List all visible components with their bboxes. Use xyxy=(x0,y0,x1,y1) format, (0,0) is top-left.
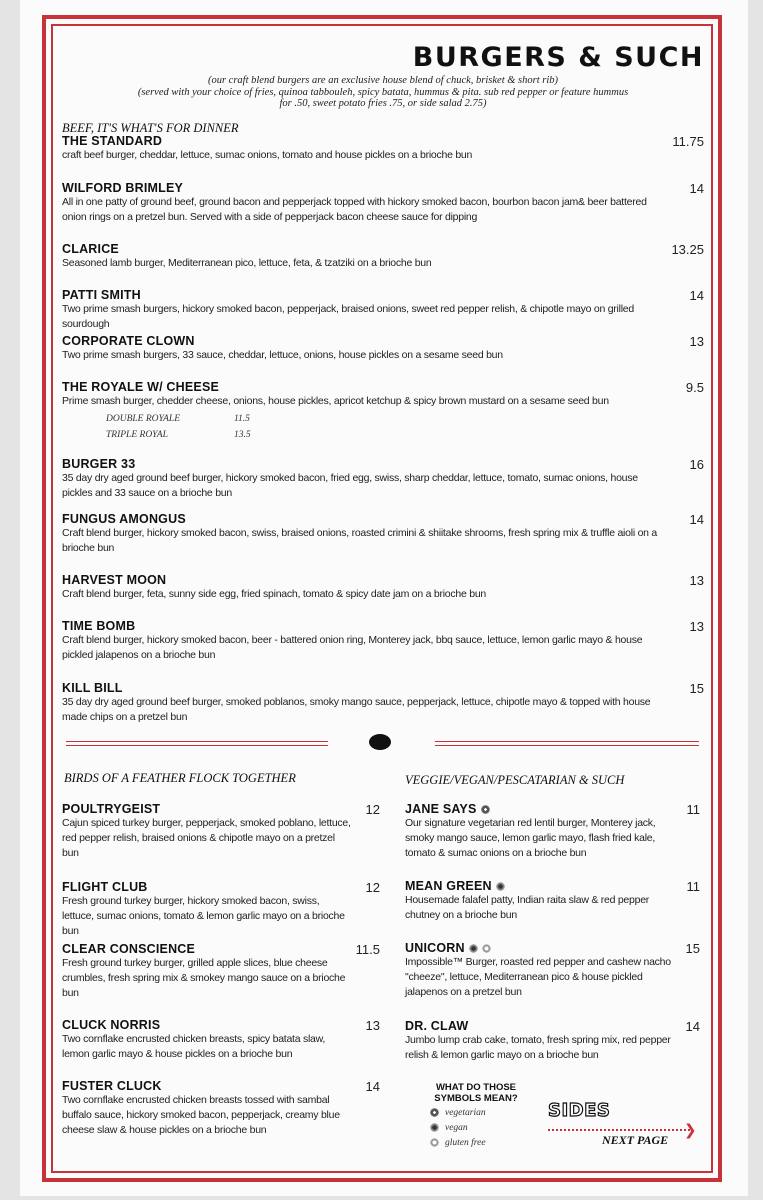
item-name: FUSTER CLUCK xyxy=(62,1079,162,1093)
item-name: WILFORD BRIMLEY xyxy=(62,181,184,195)
item-price: 14 xyxy=(365,1079,380,1094)
item-description: Impossible™ Burger, roasted red pepper and cashew nacho "cheeze", lettuce, Mediterranean pico & house pickled jalapenos on a pretzel bun xyxy=(405,956,671,998)
menu-item xyxy=(62,802,380,861)
item-price: 13 xyxy=(689,619,704,634)
item-price: 12 xyxy=(365,880,380,895)
menu-item xyxy=(62,288,704,332)
page-title: BURGERS & SUCH xyxy=(412,42,704,73)
item-name xyxy=(405,802,700,816)
item-name: THE ROYALE W/ CHEESE xyxy=(62,380,220,394)
variant-price: 11.5 xyxy=(234,414,250,424)
item-price: 15 xyxy=(689,681,704,696)
menu-item xyxy=(62,1018,380,1062)
legend-vegetarian xyxy=(430,1108,486,1118)
item-name: CLUCK NORRIS xyxy=(62,1018,161,1032)
menu-item xyxy=(62,880,380,939)
sides-heading: SIDES xyxy=(548,1100,611,1121)
item-description: Craft blend burger, feta, sunny side egg, fried spinach, tomato & spicy date jam on a brioche bun xyxy=(62,588,487,600)
legend-title-line-2: SYMBOLS MEAN? xyxy=(434,1093,518,1104)
item-name-text: UNICORN xyxy=(405,941,465,955)
menu-item xyxy=(405,879,700,923)
item-price: 14 xyxy=(689,181,704,196)
vegan-icon xyxy=(496,882,505,891)
vegetarian-icon xyxy=(481,805,490,814)
item-price: 15 xyxy=(685,941,700,956)
item-description: Housemade falafel patty, Indian raita slaw & red pepper chutney on a brioche bun xyxy=(405,894,650,921)
item-price: 12 xyxy=(365,802,380,817)
vegetarian-icon xyxy=(430,1108,439,1117)
item-name: FLIGHT CLUB xyxy=(62,880,148,894)
legend-label: vegetarian xyxy=(445,1108,486,1118)
item-description: craft beef burger, cheddar, lettuce, sumac onions, tomato and house pickles on a brioche bun xyxy=(62,149,473,161)
dotted-arrow-line xyxy=(548,1129,690,1131)
variant-name: TRIPLE ROYAL xyxy=(106,430,168,440)
item-description: Craft blend burger, hickory smoked bacon, beer - battered onion ring, Monterey jack, bbq sauce, lettuce, lemon garlic mayo & house pickled jalapenos on a brioche bun xyxy=(62,634,643,661)
item-name-text: JANE SAYS xyxy=(405,802,477,816)
item-price: 14 xyxy=(685,1019,700,1034)
chevron-right-icon[interactable]: ❯ xyxy=(684,1121,697,1139)
menu-item xyxy=(62,181,704,225)
item-name xyxy=(405,879,700,893)
divider-dot xyxy=(369,734,391,750)
menu-item xyxy=(62,619,704,663)
menu-item xyxy=(62,380,704,409)
item-price: 11.5 xyxy=(355,942,380,957)
menu-item xyxy=(405,941,700,1000)
legend-title-line-1: WHAT DO THOSE xyxy=(435,1082,517,1093)
subtitle-sides: (served with your choice of fries, quinoa tabbouleh, spicy batata, hummus & pita. sub red pepper or feature hummus xyxy=(137,87,629,98)
item-description: Our signature vegetarian red lentil burger, Monterey jack, smoky mango sauce, lemon garlic mayo, flash fried kale, tomato & sumac onions on a brioche bun xyxy=(405,817,656,859)
gluten-free-icon xyxy=(482,944,491,953)
item-name: CLARICE xyxy=(62,242,119,256)
subtitle-blend: (our craft blend burgers are an exclusive house blend of chuck, brisket & short rib) xyxy=(207,75,559,86)
legend-label: vegan xyxy=(445,1123,468,1133)
item-name: BURGER 33 xyxy=(62,457,136,471)
item-name: CORPORATE CLOWN xyxy=(62,334,195,348)
legend-title xyxy=(428,1082,524,1104)
menu-item xyxy=(62,942,380,1001)
item-description: Cajun spiced turkey burger, pepperjack, smoked poblano, lettuce, red pepper relish, braised onions & chipotle mayo on a pretzel bun xyxy=(62,817,351,859)
item-name: CLEAR CONSCIENCE xyxy=(62,942,196,956)
item-description: Jumbo lump crab cake, tomato, fresh spring mix, red pepper relish & lemon garlic mayo on a brioche bun xyxy=(405,1034,671,1061)
item-description: Craft blend burger, hickory smoked bacon, swiss, braised onions, roasted crimini & shiitake shrooms, fresh spring mix & truffle aioli on a brioche bun xyxy=(62,527,658,554)
menu-content xyxy=(62,30,704,1170)
next-page-link[interactable]: NEXT PAGE xyxy=(602,1133,669,1147)
item-name-text: MEAN GREEN xyxy=(405,879,492,893)
section-heading-veggie: VEGGIE/VEGAN/PESCATARIAN & SUCH xyxy=(405,773,625,787)
menu-item xyxy=(62,134,704,163)
item-price: 14 xyxy=(689,288,704,303)
item-description: Prime smash burger, chedder cheese, onions, house pickles, apricot ketchup & spicy brown mustard on a sesame seed bun xyxy=(62,395,609,407)
menu-item xyxy=(405,1019,700,1063)
item-name: TIME BOMB xyxy=(62,619,136,633)
menu-item xyxy=(62,1079,380,1138)
item-description: Fresh ground turkey burger, grilled apple slices, blue cheese crumbles, fresh spring mix & smokey mango sauce on a brioche bun xyxy=(62,957,346,999)
menu-item xyxy=(62,573,704,602)
item-name: HARVEST MOON xyxy=(62,573,167,587)
gluten-free-icon xyxy=(430,1138,439,1147)
legend-label: gluten free xyxy=(445,1138,486,1148)
menu-item xyxy=(62,457,704,501)
menu-item xyxy=(62,242,704,271)
item-description: Two cornflake encrusted chicken breasts tossed with sambal buffalo sauce, hickory smoked bacon, pepperjack, creamy blue cheese slaw & house pickles on a brioche bun xyxy=(62,1094,340,1136)
section-heading-beef: BEEF, IT'S WHAT'S FOR DINNER xyxy=(62,121,239,135)
menu-item xyxy=(405,802,700,861)
item-description: Two prime smash burgers, 33 sauce, cheddar, lettuce, onions, house pickles on a sesame seed bun xyxy=(62,349,503,361)
subtitle-sides-cont: for .50, sweet potato fries .75, or side salad 2.75) xyxy=(279,98,487,109)
variant-name: DOUBLE ROYALE xyxy=(106,414,181,424)
variant-price: 13.5 xyxy=(234,430,251,440)
vegan-icon xyxy=(469,944,478,953)
item-price: 11 xyxy=(686,879,700,894)
item-description: Fresh ground turkey burger, hickory smoked bacon, swiss, lettuce, sumac onions, tomato & lemon garlic mayo on a brioche bun xyxy=(62,895,345,937)
menu-item xyxy=(62,681,704,725)
item-price: 16 xyxy=(689,457,704,472)
legend-gluten-free xyxy=(430,1138,486,1148)
item-name: KILL BILL xyxy=(62,681,123,695)
menu-item xyxy=(62,334,704,363)
item-description: 35 day dry aged ground beef burger, hickory smoked bacon, fried egg, swiss, sharp cheddar, lettuce, tomato, sumac onions, house pickles and 33 sauce on a brioche bun xyxy=(62,472,638,499)
item-price: 13 xyxy=(365,1018,380,1033)
item-description: Two cornflake encrusted chicken breasts, spicy batata slaw, lemon garlic mayo & house pickles on a brioche bun xyxy=(62,1033,326,1060)
item-name: POULTRYGEIST xyxy=(62,802,161,816)
item-description: Two prime smash burgers, hickory smoked bacon, pepperjack, braised onions, sweet red pepper relish, & chipotle mayo on grilled sourdough xyxy=(62,303,634,330)
vegan-icon xyxy=(430,1123,439,1132)
item-price: 14 xyxy=(689,512,704,527)
legend-vegan xyxy=(430,1123,468,1133)
item-price: 9.5 xyxy=(685,380,704,395)
menu-item xyxy=(62,512,704,556)
item-description: All in one patty of ground beef, ground bacon and pepperjack topped with hickory smoked bacon, bourbon bacon jam& beer battered onion rings on a pretzel bun. Served with a side of pepperjack bacon cheese sauce for dipping xyxy=(62,196,647,223)
section-divider-left xyxy=(66,741,328,746)
item-name: FUNGUS AMONGUS xyxy=(62,512,186,526)
item-price: 13 xyxy=(689,573,704,588)
section-heading-poultry: BIRDS OF A FEATHER FLOCK TOGETHER xyxy=(64,771,296,785)
item-name: DR. CLAW xyxy=(405,1019,469,1033)
item-description: 35 day dry aged ground beef burger, smoked poblanos, smoky mango sauce, pepperjack, lettuce, chipotle mayo & topped with house made chips on a pretzel bun xyxy=(62,696,651,723)
item-price: 13 xyxy=(689,334,704,349)
item-name xyxy=(405,941,700,955)
item-name: PATTI SMITH xyxy=(62,288,141,302)
section-divider-right xyxy=(435,741,699,746)
item-price: 13.25 xyxy=(671,242,704,257)
item-description: Seasoned lamb burger, Mediterranean pico, lettuce, feta, & tzatziki on a brioche bun xyxy=(62,257,432,269)
item-name: THE STANDARD xyxy=(62,134,163,148)
item-price: 11.75 xyxy=(672,134,704,149)
item-price: 11 xyxy=(686,802,700,817)
